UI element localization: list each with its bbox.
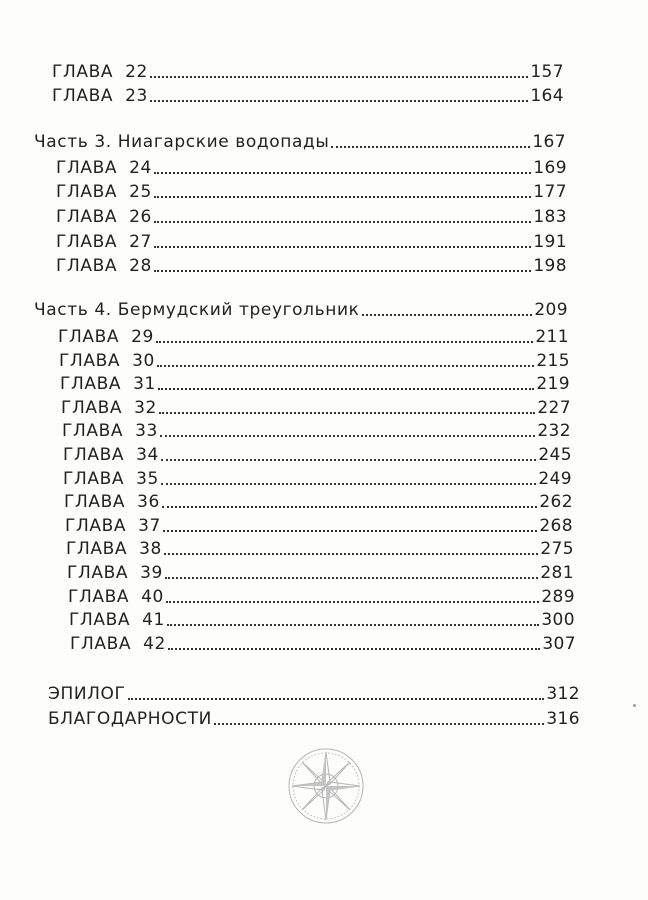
- toc-entry-chapter-31-label: [60, 374, 156, 394]
- chapter-word: ГЛАВА: [56, 232, 118, 252]
- dot-leader: [168, 648, 540, 650]
- chapter-word: ГЛАВА: [64, 492, 126, 512]
- chapter-word: ГЛАВА: [69, 610, 131, 630]
- page-number: 307: [542, 634, 576, 654]
- page-number: 281: [540, 563, 574, 583]
- chapter-word: ГЛАВА: [56, 182, 118, 202]
- page-number: 183: [533, 207, 567, 227]
- page-number: 177: [533, 182, 567, 202]
- toc-entry-chapter-36[interactable]: [64, 488, 573, 512]
- dot-leader: [157, 365, 534, 367]
- toc-entry-chapter-34[interactable]: [63, 441, 572, 465]
- toc-entry-chapter-40-label: [68, 587, 164, 607]
- toc-entry-part-4-label: Часть 4. Бермудский треугольник: [34, 300, 360, 320]
- toc-entry-chapter-23[interactable]: [52, 82, 564, 106]
- chapter-number: 24: [129, 158, 152, 178]
- paper-speck: [633, 704, 636, 707]
- dot-leader: [362, 314, 533, 316]
- toc-entry-part-4[interactable]: [34, 296, 568, 320]
- chapter-word: ГЛАВА: [70, 634, 132, 654]
- toc-entry-chapter-28[interactable]: [56, 252, 567, 276]
- page-number: 312: [546, 684, 580, 704]
- toc-entry-chapter-38-label: [66, 539, 162, 559]
- chapter-word: ГЛАВА: [66, 539, 128, 559]
- dot-leader: [150, 100, 528, 102]
- chapter-word: ГЛАВА: [52, 86, 114, 106]
- chapter-word: ГЛАВА: [60, 374, 122, 394]
- dot-leader: [154, 270, 531, 272]
- page-number: 232: [537, 421, 571, 441]
- page-number: 157: [530, 62, 564, 82]
- toc-entry-part-3[interactable]: [34, 128, 566, 152]
- toc-entry-chapter-40[interactable]: [68, 583, 575, 607]
- toc-entry-chapter-27[interactable]: [56, 228, 567, 252]
- dot-leader: [165, 577, 538, 579]
- chapter-number: 27: [129, 232, 152, 252]
- page-number: 164: [530, 86, 564, 106]
- dot-leader: [166, 601, 539, 603]
- page-number: 249: [538, 469, 572, 489]
- dot-leader: [156, 341, 533, 343]
- toc-entry-chapter-33-label: [62, 421, 158, 441]
- page-number: 219: [536, 374, 570, 394]
- toc-entry-chapter-29[interactable]: [58, 323, 569, 347]
- dot-leader: [164, 553, 538, 555]
- dot-leader: [167, 624, 539, 626]
- toc-entry-chapter-24-label: [56, 158, 152, 178]
- toc-entry-chapter-25[interactable]: [56, 178, 567, 202]
- page-number: 167: [532, 132, 566, 152]
- chapter-number: 40: [141, 587, 164, 607]
- toc-entry-epilogue[interactable]: [48, 680, 580, 704]
- chapter-word: ГЛАВА: [56, 256, 118, 276]
- dot-leader: [214, 723, 544, 725]
- chapter-word: ГЛАВА: [63, 445, 125, 465]
- toc-entry-chapter-35[interactable]: [63, 465, 572, 489]
- toc-entry-chapter-41-label: [69, 610, 165, 630]
- dot-leader: [154, 172, 531, 174]
- page-number: 209: [534, 300, 568, 320]
- page-number: 169: [533, 158, 567, 178]
- page-number: 268: [539, 516, 573, 536]
- page-number: 300: [541, 610, 575, 630]
- page-number: 215: [536, 351, 570, 371]
- dot-leader: [150, 76, 528, 78]
- toc-entry-chapter-30-label: [59, 351, 155, 371]
- chapter-number: 26: [129, 207, 152, 227]
- toc-entry-chapter-33[interactable]: [62, 417, 571, 441]
- dot-leader: [159, 412, 535, 414]
- toc-entry-chapter-41[interactable]: [69, 606, 575, 630]
- dot-leader: [162, 506, 537, 508]
- toc-entry-chapter-22[interactable]: [52, 58, 564, 82]
- toc-entry-chapter-37-label: [65, 516, 161, 536]
- dot-leader: [161, 483, 536, 485]
- chapter-word: ГЛАВА: [52, 62, 114, 82]
- chapter-number: 39: [140, 563, 163, 583]
- dot-leader: [154, 246, 531, 248]
- dot-leader: [154, 221, 531, 223]
- page-number: 245: [538, 445, 572, 465]
- toc-entry-chapter-23-label: [52, 86, 148, 106]
- chapter-number: 36: [137, 492, 160, 512]
- toc-entry-chapter-42[interactable]: [70, 630, 576, 654]
- toc-entry-chapter-26[interactable]: [56, 203, 567, 227]
- toc-entry-chapter-32[interactable]: [61, 394, 571, 418]
- toc-entry-chapter-29-label: [58, 327, 154, 347]
- toc-entry-chapter-42-label: [70, 634, 166, 654]
- page-number: 289: [541, 587, 575, 607]
- toc-entry-chapter-22-label: [52, 62, 148, 82]
- dot-leader: [331, 146, 530, 148]
- chapter-number: 38: [139, 539, 162, 559]
- chapter-number: 29: [131, 327, 154, 347]
- toc-entry-part-3-label: Часть 3. Ниагарские водопады: [34, 132, 330, 152]
- toc-entry-chapter-37[interactable]: [65, 512, 573, 536]
- chapter-word: ГЛАВА: [61, 398, 123, 418]
- dot-leader: [161, 459, 536, 461]
- chapter-number: 32: [134, 398, 157, 418]
- chapter-word: ГЛАВА: [59, 351, 121, 371]
- toc-entry-chapter-26-label: [56, 207, 152, 227]
- chapter-word: ГЛАВА: [67, 563, 129, 583]
- chapter-number: 30: [132, 351, 155, 371]
- toc-entry-chapter-32-label: [61, 398, 157, 418]
- chapter-word: ГЛАВА: [63, 469, 125, 489]
- toc-entry-chapter-38[interactable]: [66, 535, 574, 559]
- page-number: 211: [535, 327, 569, 347]
- page-number: 275: [540, 539, 574, 559]
- dot-leader: [160, 435, 535, 437]
- toc-entry-chapter-31[interactable]: [60, 370, 570, 394]
- toc-entry-chapter-24[interactable]: [56, 154, 567, 178]
- chapter-number: 28: [129, 256, 152, 276]
- page-number: 227: [537, 398, 571, 418]
- toc-entry-chapter-28-label: [56, 256, 152, 276]
- chapter-number: 22: [125, 62, 148, 82]
- dot-leader: [128, 698, 545, 700]
- page-number: 198: [533, 256, 567, 276]
- chapter-number: 23: [125, 86, 148, 106]
- chapter-number: 25: [129, 182, 152, 202]
- toc-entry-epilogue-label: ЭПИЛОГ: [48, 684, 126, 704]
- toc-entry-chapter-30[interactable]: [59, 347, 570, 371]
- dot-leader: [163, 530, 537, 532]
- toc-entry-chapter-27-label: [56, 232, 152, 252]
- compass-rose-icon: [286, 746, 366, 826]
- toc-entry-chapter-25-label: [56, 182, 152, 202]
- page-number: 316: [546, 709, 580, 729]
- toc-entry-acknowledgements[interactable]: [48, 705, 580, 729]
- chapter-word: ГЛАВА: [68, 587, 130, 607]
- chapter-number: 42: [143, 634, 166, 654]
- page-number: 262: [539, 492, 573, 512]
- toc-entry-chapter-34-label: [63, 445, 159, 465]
- chapter-number: 33: [135, 421, 158, 441]
- dot-leader: [154, 196, 531, 198]
- toc-entry-chapter-36-label: [64, 492, 160, 512]
- dot-leader: [158, 388, 534, 390]
- page-number: 191: [533, 232, 567, 252]
- chapter-word: ГЛАВА: [58, 327, 120, 347]
- chapter-number: 31: [133, 374, 156, 394]
- chapter-word: ГЛАВА: [65, 516, 127, 536]
- chapter-word: ГЛАВА: [56, 207, 118, 227]
- chapter-number: 41: [142, 610, 165, 630]
- toc-entry-chapter-39-label: [67, 563, 163, 583]
- chapter-number: 35: [136, 469, 159, 489]
- chapter-word: ГЛАВА: [62, 421, 124, 441]
- toc-entry-acknowledgements-label: БЛАГОДАРНОСТИ: [48, 709, 212, 729]
- toc-entry-chapter-35-label: [63, 469, 159, 489]
- chapter-word: ГЛАВА: [56, 158, 118, 178]
- chapter-number: 34: [136, 445, 159, 465]
- toc-entry-chapter-39[interactable]: [67, 559, 574, 583]
- chapter-number: 37: [138, 516, 161, 536]
